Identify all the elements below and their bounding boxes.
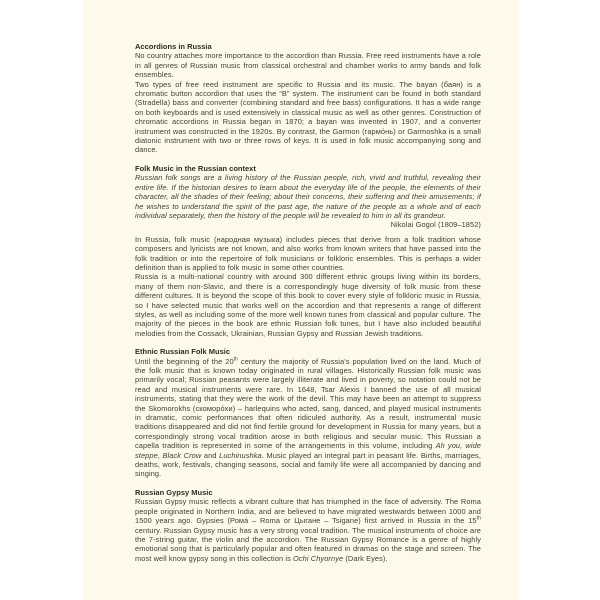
paragraph <box>135 497 481 563</box>
paragraph <box>135 272 481 338</box>
text-run: century. Russian Gypsy music has a very strong vocal tradition. The musical instruments of choice are the 7-string guitar, the violin and the accordion. The Russian Gypsy Romance is a genre of highly emotional song that is particularly popular and often featured in dramas on the stage and screen. The most well know gypsy song in this collection is <box>135 525 481 563</box>
text-run: and <box>201 450 220 460</box>
book-page <box>83 0 518 600</box>
section-heading: Ethnic Russian Folk Music <box>135 347 231 357</box>
text-run: Until the beginning of the 20 <box>135 356 234 366</box>
text-run: No country attaches more importance to the accordion than Russia. Free reed instruments have a role in all genres of Russian music from classical orchestral and chamber works to army bands and folk ensembles. <box>135 51 481 80</box>
text-run: , <box>157 450 163 460</box>
section-heading: Russian Gypsy Music <box>135 487 213 497</box>
text-run: In Russia, folk music (народная музыка) includes pieces that derive from a folk tradition whose composers and lyricists are not known, and also works from known writers that have passed into the folk tradition or into the repertoire of folk musicians or folkloric ensembles. This is perhaps a wider definition than is applied to folk music in some other countries. <box>135 234 481 272</box>
text-run: century the majority of Russia's population lived on the land. Much of the folk music that is known today originated in rural villages. Historically Russian folk music was primarily vocal; Russian peasants were largely illiterate and lived in poverty, so notation could not be read and musical instruments were rare. In 1648, Tsar Alexis I banned the use of all musical instruments, stating that they were the work of the devil. This may have been an attempt to suppress the Skomorokhs (скоморо́хи) – harlequins who acted, sang, danced, and played musical instruments in dramatic, comic performances that often ridiculed authority. As a result, instrumental music traditions disappeared and did not find fertile ground for development in Russia for many years, but a correspondingly strong vocal tradition arose in both religious and secular music. This Russian a capella tradition is represented in some of the arrangements in this volume, including <box>135 356 481 451</box>
section <box>135 347 481 479</box>
text-run: Black Crow <box>162 450 202 460</box>
text-run: Two types of free reed instrument are specific to Russia and its music. The bayan (баян) is a chromatic button accordion that uses the “B” system. The instrument can be found in both standard (Stradella) bass and converter (combining standard and free bass) configurations. It has a wide range on both keyboards and is used extensively in classical music as well as other genres. Construction of chromatic accordions in Russia began in 1870; a bayan was invented in 1907, and a converter instrument was constructed in the 1920s. By contrast, the Garmon (гармо́нь) or Garmoshka is a small diatonic instrument with two or three rows of keys. It is used in folk music accompanying song and dance. <box>135 79 481 155</box>
paragraph <box>135 357 481 479</box>
paragraph <box>135 80 481 155</box>
paragraph <box>135 173 481 220</box>
text-run: Russian folk songs are a living history of the Russian people, rich, vivid and truthful, revealing their entire life. If the historian desires to learn about the everyday life of the people, the elements of their character, all the shades of their feeling; about their concerns, their suffering and their amusements; if he wishes to understand the spirit of the past age, the nature of the people as a whole and of each individual separately, then the history of the people will be revealed to him in all its grandeur. <box>135 173 481 220</box>
text-run: th <box>476 515 481 522</box>
text-run: Luchinushka <box>219 450 262 460</box>
section <box>135 164 481 338</box>
section-heading: Accordions in Russia <box>135 42 212 51</box>
quote-attribution <box>135 220 481 229</box>
text-run: (Dark Eyes). <box>343 553 388 563</box>
text-run: Russia is a multi-national country with around 300 different ethnic groups living within its borders, many of them non-Slavic, and there is a correspondingly huge diversity of folk music from these different cultures. It is beyond the scope of this book to cover every style of folkloric music in Russia, so I have selected music that works well on the accordion and that represents a range of different styles, as well as including some of the more well known tunes from classical and popular culture. The majority of the pieces in the book are ethnic Russian folk tunes, but I have also included beautiful melodies from the Cossack, Ukrainian, Russian Gypsy and Russian Jewish traditions. <box>135 272 481 338</box>
paragraph <box>135 51 481 79</box>
text-run: th <box>233 356 239 363</box>
page-content <box>135 42 481 563</box>
text-run: Russian Gypsy music reflects a vibrant culture that has triumphed in the face of adversity. The Roma people originated in Northern India, and are believed to have migrated westwards between 1000 and 1500 years ago. Gypsies (Ромá – Roma or Цыгане – Tsigane) first arrived in Russia in the 15 <box>135 497 481 526</box>
section-heading: Folk Music in the Russian context <box>135 163 256 173</box>
paragraph <box>135 235 481 273</box>
text-run: Ah you, wide steppe <box>135 441 482 460</box>
section <box>135 488 481 563</box>
text-run: . Music played an integral part in peasant life. Births, marriages, deaths, work, festivals, changing seasons, social and family life were all accompanied by dancing and singing. <box>135 450 481 479</box>
text-run: Ochi Chyornye <box>293 553 344 563</box>
section <box>135 42 481 155</box>
text-run: Nikolai Gogol (1809–1852) <box>390 220 481 230</box>
